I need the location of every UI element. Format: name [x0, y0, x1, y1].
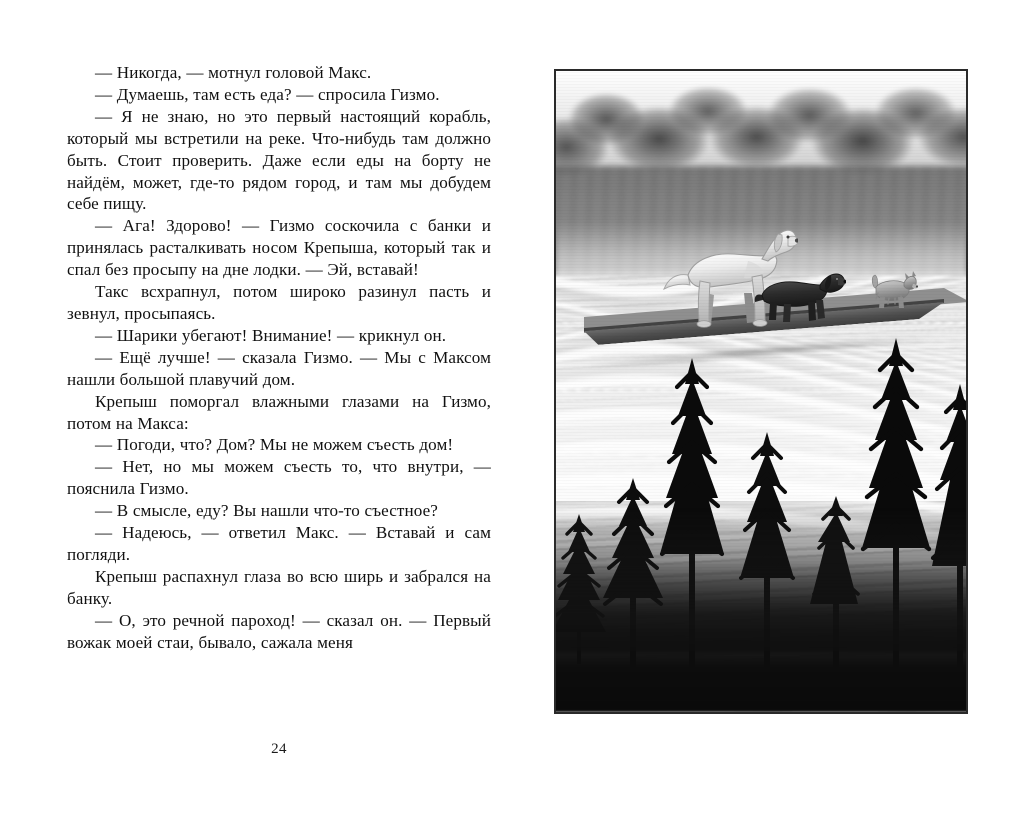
paragraph: Такс всхрапнул, потом широко разинул пасть и зевнул, просыпаясь. — [67, 282, 491, 323]
paragraph: — Думаешь, там есть еда? — спросила Гизмо. — [95, 84, 440, 104]
page-number: 24 — [271, 741, 287, 757]
paragraph: Крепыш распахнул глаза во всю ширь и забрался на банку. — [67, 566, 491, 608]
paragraph: — Я не знаю, но это первый настоящий корабль, который мы встретили на реке. Что-нибудь там должно быть. Стоит проверить. Даже если еды на борту не найдём, может, где-то рядом город, и там мы добудем себе пищу. — [67, 106, 491, 214]
river-boat-illustration — [556, 71, 966, 712]
paragraph: — В смысле, еду? Вы нашли что-то съестное? — [95, 501, 438, 521]
body-text-column — [67, 62, 491, 653]
paragraph: — Никогда, — мотнул головой Макс. — [95, 63, 372, 82]
paragraph: — О, это речной пароход! — сказал он. — Первый вожак моей стаи, бывало, сажала меня — [67, 610, 491, 652]
paragraph: Крепыш поморгал влажными глазами на Гизмо, потом на Макса: — [67, 391, 491, 433]
paragraph: — Надеюсь, — ответил Макс. — Вставай и сам погляди. — [67, 523, 491, 564]
pine-ground-mass — [556, 562, 966, 712]
paragraph: — Ещё лучше! — сказала Гизмо. — Мы с Максом нашли большой плавучий дом. — [67, 347, 491, 389]
paragraph: — Погоди, что? Дом? Мы не можем съесть дом! — [95, 435, 454, 455]
foreground-pines — [556, 292, 966, 712]
paragraph: — Нет, но мы можем съесть то, что внутри, — пояснила Гизмо. — [67, 457, 491, 499]
paragraph: — Ага! Здорово! — Гизмо соскочила с банки и принялась расталкивать носом Крепыша, который так и спал без просыпу на дне лодки. — Эй, вставай! — [67, 216, 491, 280]
paragraph: — Шарики убегают! Внимание! — крикнул он. — [95, 325, 447, 345]
illustration-frame — [554, 69, 968, 714]
